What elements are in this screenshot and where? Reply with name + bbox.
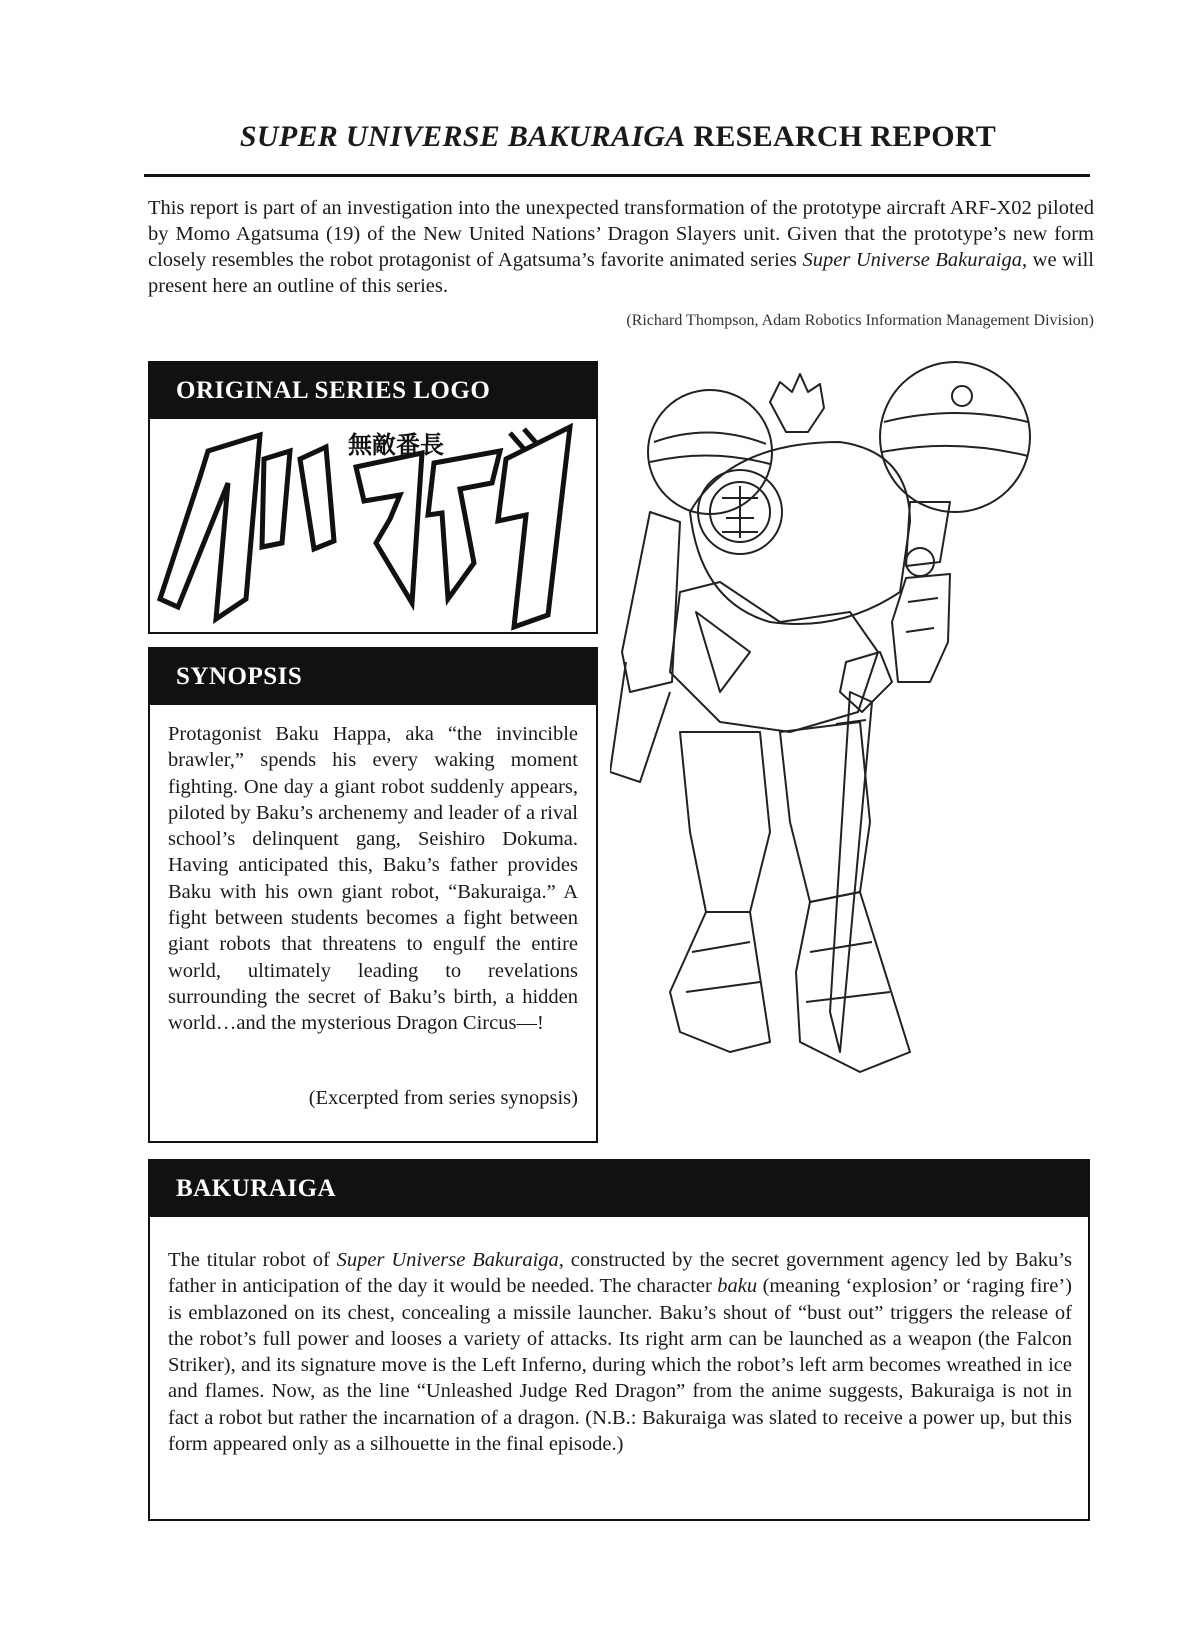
logo-section: [148, 361, 598, 634]
bakuraiga-series-title: Super Universe Bakuraiga,: [336, 1249, 564, 1271]
bakuraiga-text: [168, 1247, 1072, 1457]
title-rest: RESEARCH REPORT: [685, 120, 997, 153]
bakuraiga-text-2: constructed by the secret government agency led by Baku’s father in anticipation of the day it would be needed. The character: [168, 1249, 1072, 1298]
bakuraiga-heading: BAKURAIGA: [150, 1161, 1088, 1217]
title-rule: [144, 174, 1090, 177]
bakuraiga-text-1: The titular robot of: [168, 1249, 337, 1271]
synopsis-citation: (Excerpted from series synopsis): [308, 1087, 578, 1109]
robot-illustration: [610, 352, 1100, 1132]
intro-text: This report is part of an investigation into the unexpected transformation of the prototype aircraft ARF-X02 piloted by Momo Agatsuma (19) of the New United Nations’ Dragon Slayers unit. Given that the prototype’s new form closely resembles the robot protagonist of Agatsuma’s favorite animated series: [148, 197, 1094, 271]
synopsis-heading: SYNOPSIS: [150, 649, 596, 705]
logo-heading: ORIGINAL SERIES LOGO: [150, 363, 596, 419]
intro-text-end: , we will present here an outline of this series.: [148, 249, 1095, 297]
synopsis-section: [148, 647, 598, 1143]
bakuraiga-section: [148, 1159, 1090, 1521]
bakuraiga-baku-term: baku: [717, 1275, 758, 1298]
bakuraiga-text-3: (meaning ‘explosion’ or ‘raging fire’) is emblazoned on its chest, concealing a missile launcher. Baku’s shout of “bust out” triggers the release of the robot’s full power and looses a variety of attacks. Its right arm can be launched as a weapon (the Falcon Striker), and its signature move is the Left Inferno, during which the robot’s left arm becomes wreathed in ice and flames. Now, as the line “Unleashed Judge Red Dragon” from the anime suggests, Bakuraiga is not in fact a robot but rather the incarnation of a dragon. (N.B.: Bakuraiga was slated to receive a power up, but this form appeared only as a silhouette in the final episode.): [168, 1275, 1073, 1456]
series-logo: [150, 423, 596, 633]
intro-credit: (Richard Thompson, Adam Robotics Information Management Division): [626, 312, 1094, 329]
synopsis-text: Protagonist Baku Happa, aka “the invincible brawler,” spends his every waking moment fighting. One day a giant robot suddenly appears, piloted by Baku’s archenemy and leader of a rival school’s delinquent gang, Seishiro Dokuma. Having anticipated this, Baku’s father provides Baku with his own giant robot, “Bakuraiga.” A fight between students becomes a fight between giant robots that threatens to engulf the entire world, ultimately leading to revelations surrounding the secret of Baku’s birth, a hidden world…and the mysterious Dragon Circus—!: [168, 723, 578, 1035]
intro-series-title: Super Universe Bakuraiga: [802, 249, 1022, 271]
page-title: [146, 120, 1090, 154]
logo-kanji: 無敵番長: [348, 431, 444, 459]
intro-paragraph: [148, 195, 1094, 299]
title-italic: SUPER UNIVERSE BAKURAIGA: [239, 120, 686, 153]
